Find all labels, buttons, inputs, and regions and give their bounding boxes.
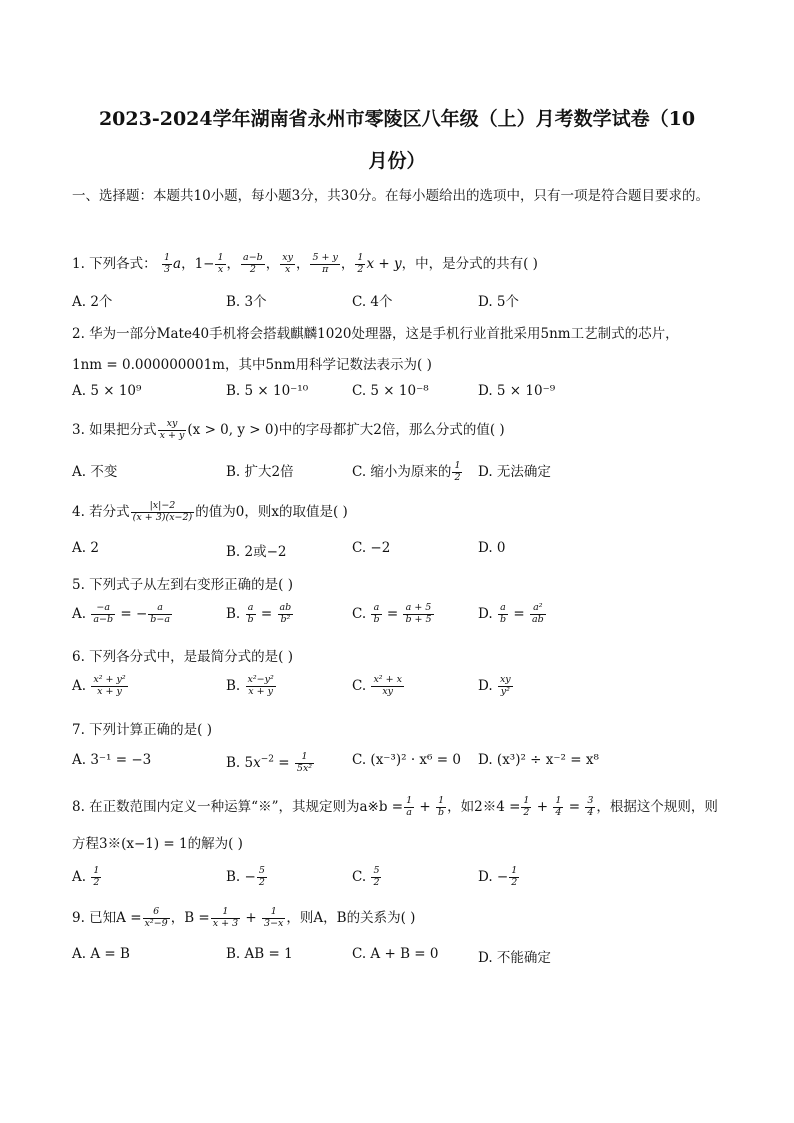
q9-option-a[interactable]: A. A = B [72,946,130,962]
q7-option-a[interactable]: A. 3⁻¹ = −3 [72,752,152,768]
q2-option-a[interactable]: A. 5 × 10⁹ [72,383,142,399]
q2-option-d[interactable]: D. 5 × 10⁻⁹ [478,383,556,399]
question-2-line-2: 1nm = 0.000000001m，其中5nm用科学记数法表示为( ) [72,357,432,373]
q3-option-b[interactable]: B. 扩大2倍 [226,464,294,480]
q8-option-a[interactable]: A. $\frac{1}{2}$ [72,865,100,888]
q1-option-a[interactable]: A. 2个 [72,294,113,310]
question-8-line-2: 方程3※(x−1) = 1的解为( ) [72,836,243,852]
q1-suffix: ，中，是分式的共有( ) [401,256,538,272]
q9-option-c[interactable]: C. A + B = 0 [352,946,439,962]
q1-option-b[interactable]: B. 3个 [226,294,267,310]
title-line-2: 月份） [368,150,426,172]
question-2-line-1: 2. 华为一部分Mate40手机将会搭载麒麟1020处理器，这是手机行业首批采用5nm工艺制式的芯片， [72,326,679,342]
q4-option-a[interactable]: A. 2 [72,540,99,556]
q1-option-d[interactable]: D. 5个 [478,294,520,310]
q8-option-c[interactable]: C. $\frac{5}{2}$ [352,865,380,888]
question-7: 7. 下列计算正确的是( ) [72,722,212,738]
q7-option-d[interactable]: D. (x³)² ÷ x⁻² = x⁸ [478,752,599,768]
q9-option-b[interactable]: B. AB = 1 [226,946,293,962]
q6-option-a[interactable]: A. $\frac{\text{x² + y²}}{x + y}$ [72,674,126,697]
question-9: 9. 已知A = $\frac{6}{\text{x²−9}}$ ，B = $\frac{1}{x + 3}$ + $\frac{1}{3-x}$ ，则A，B的关系为( ) [72,906,416,929]
q5-option-b[interactable]: B. $\frac{a}{b}$ = $\frac{ab}{\text{b²}}$ [226,602,292,625]
q9-option-d[interactable]: D. 不能确定 [478,950,551,966]
question-1: 1. 下列各式： $\frac{1}{3}$ a，1− $\frac{1}{x}$ ， $\frac{a-b}{2}$ ， $\frac{xy}{x}$ ， $\frac{5 + y}{\pi}$ ， $\frac{1}{2}$ x + y，中，是分式的共有( ) [72,252,538,275]
q2-option-b[interactable]: B. 5 × 10⁻¹⁰ [226,383,309,399]
q5-option-c[interactable]: C. $\frac{a}{b}$ = $\frac{a + 5}{b + 5}$ [352,602,432,625]
q3-option-c[interactable]: C. 缩小为原来的 $\frac{1}{2}$ [352,460,461,483]
q2-option-c[interactable]: C. 5 × 10⁻⁸ [352,383,429,399]
q4-option-b[interactable]: B. 2或−2 [226,544,287,560]
q4-option-d[interactable]: D. 0 [478,540,506,556]
q3-middle: (x > 0, y > 0)中的字母都扩大2倍，那么分式的值( ) [187,422,505,438]
q3-prefix: 3. 如果把分式 [72,422,157,438]
question-8-line-1: 8. 在正数范围内定义一种运算“※”，其规定则为a※b = $\frac{1}{a}$ + $\frac{1}{b}$ ，如2※4 = $\frac{1}{2}$ + $\frac{1}{4}$ = $\frac{3}{4}$ ，根据这个规则，则 [72,795,718,818]
q7-option-b[interactable]: B. $5x^{-2}$ = $\frac{1}{\text{5x²}}$ [226,751,313,774]
q8-option-b[interactable]: B. − $\frac{5}{2}$ [226,865,265,888]
q7-option-c[interactable]: C. (x⁻³)² · x⁶ = 0 [352,752,461,768]
title-line-1: 2023-2024学年湖南省永州市零陵区八年级（上）月考数学试卷（10 [98,108,696,130]
q1-option-c[interactable]: C. 4个 [352,294,393,310]
page-title [60,98,734,182]
q1-prefix: 1. 下列各式： [72,256,157,272]
q8-option-d[interactable]: D. − $\frac{1}{2}$ [478,865,518,888]
q6-option-c[interactable]: C. $\frac{\text{x² + x}}{xy}$ [352,674,402,697]
section-intro: 一、选择题：本题共10小题，每小题3分，共30分。在每小题给出的选项中，只有一项是符合题目要求的。 [72,188,709,204]
q3-option-a[interactable]: A. 不变 [72,464,118,480]
q5-option-a[interactable]: A. $\frac{-a}{a-b}$ = − $\frac{a}{b-a}$ [72,602,170,625]
q6-option-d[interactable]: D. $\frac{xy}{\text{y²}}$ [478,674,511,697]
q4-prefix: 4. 若分式 [72,504,130,520]
question-4: 4. 若分式 $\frac{|x|-2}{(x + 3)(x-2)}$ 的值为0，则x的取值是( ) [72,500,348,523]
q3-option-d[interactable]: D. 无法确定 [478,464,551,480]
question-3: 3. 如果把分式 $\frac{xy}{x + y}$ (x > 0, y > 0)中的字母都扩大2倍，那么分式的值( ) [72,418,505,441]
question-5: 5. 下列式子从左到右变形正确的是( ) [72,577,293,593]
q4-option-c[interactable]: C. −2 [352,540,391,556]
q4-suffix: 的值为0，则x的取值是( ) [195,504,348,520]
q5-option-d[interactable]: D. $\frac{a}{b}$ = $\frac{\text{a²}}{ab}$ [478,602,544,625]
q6-option-b[interactable]: B. $\frac{\text{x²−y²}}{x + y}$ [226,674,274,697]
question-6: 6. 下列各分式中，是最简分式的是( ) [72,649,293,665]
